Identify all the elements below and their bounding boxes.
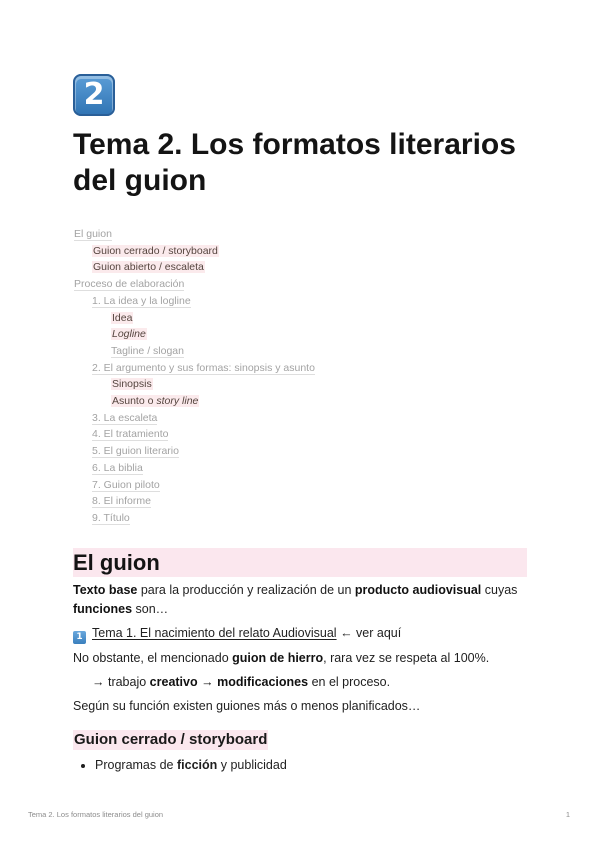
toc-item-informe[interactable] <box>73 493 533 510</box>
toc-item-sinopsis[interactable] <box>73 376 533 393</box>
toc-link-text-italic: story line <box>156 395 199 408</box>
toc-item-proceso[interactable] <box>73 276 533 293</box>
text: → trabajo <box>92 675 150 689</box>
toc-item-guion-cerrado[interactable] <box>73 243 533 260</box>
toc-item-idea[interactable] <box>73 310 533 327</box>
page-title: Tema 2. Los formatos literarios del guion <box>73 128 516 197</box>
toc-link[interactable]: 8. El informe <box>92 495 151 508</box>
toc-item-tagline[interactable] <box>73 343 533 360</box>
toc-link[interactable]: Sinopsis <box>112 378 152 391</box>
toc-link[interactable] <box>111 395 199 407</box>
paragraph-trabajo-creativo <box>73 673 552 692</box>
toc-link[interactable]: Guion cerrado / storyboard <box>93 244 218 257</box>
keycap-two-glyph: 2 <box>83 77 105 112</box>
bold-text: creativo <box>149 675 198 689</box>
toc-item-asunto[interactable] <box>73 393 533 410</box>
toc-item-logline[interactable] <box>73 326 533 343</box>
toc-item-escaleta[interactable] <box>73 410 533 427</box>
text: son… <box>132 602 169 616</box>
toc-item-biblia[interactable] <box>73 460 533 477</box>
toc-link[interactable]: 6. La biblia <box>92 461 143 474</box>
bold-text: → modificaciones <box>201 675 309 689</box>
toc-item-tratamiento[interactable] <box>73 426 533 443</box>
toc-link[interactable]: 1. La idea y la logline <box>92 294 191 307</box>
bold-text: Texto base <box>73 583 138 597</box>
text: cuyas <box>481 583 518 597</box>
toc-link[interactable]: Guion abierto / escaleta <box>93 261 204 274</box>
text: ← ver aquí <box>336 626 402 640</box>
keycap-one-icon: 1 <box>73 631 86 644</box>
text: en el proceso. <box>308 675 391 689</box>
toc-item-el-guion[interactable] <box>73 226 533 243</box>
list-item <box>73 756 287 775</box>
paragraph-guion-de-hierro <box>73 649 533 668</box>
text: , rara vez se respeta al 100%. <box>323 651 490 665</box>
toc-link[interactable]: Tagline / slogan <box>111 344 184 357</box>
toc-item-guion-abierto[interactable] <box>73 259 533 276</box>
keycap-two-icon <box>73 74 115 116</box>
toc-link[interactable]: Idea <box>112 311 133 324</box>
text: Programas de <box>95 758 177 772</box>
bold-text: funciones <box>73 602 133 616</box>
toc-item-idea-logline[interactable] <box>73 293 533 310</box>
toc-link[interactable]: 7. Guion piloto <box>92 478 160 491</box>
section-heading-el-guion: El guion <box>73 548 527 577</box>
text: y publicidad <box>217 758 287 772</box>
toc-item-guion-literario[interactable] <box>73 443 533 460</box>
bold-text: ficción <box>176 758 218 772</box>
paragraph-segun-su-funcion: Según su función existen guiones más o menos planificados… <box>73 699 421 713</box>
section-heading-guion-cerrado: Guion cerrado / storyboard <box>74 731 268 748</box>
toc-link[interactable]: 9. Título <box>92 511 130 524</box>
paragraph-link-tema-1 <box>73 624 533 644</box>
bold-text: producto audiovisual <box>354 583 482 597</box>
toc-link[interactable]: 4. El tratamiento <box>92 428 169 441</box>
tema-1-link[interactable]: Tema 1. El nacimiento del relato Audiovisual <box>92 626 337 640</box>
text: No obstante, el mencionado <box>73 651 233 665</box>
table-of-contents <box>73 226 533 527</box>
toc-item-guion-piloto[interactable] <box>73 477 533 494</box>
toc-link[interactable]: Logline <box>112 328 146 341</box>
text: para la producción y realización de un <box>137 583 355 597</box>
bold-text: guion de hierro <box>232 651 324 665</box>
toc-link[interactable]: 5. El guion literario <box>92 445 179 458</box>
toc-link[interactable]: 3. La escaleta <box>92 411 158 424</box>
footer-document-title: Tema 2. Los formatos literarios del guion <box>28 810 164 819</box>
toc-item-titulo[interactable] <box>73 510 533 527</box>
paragraph-texto-base <box>73 581 533 619</box>
footer-page-number: 1 <box>565 810 570 819</box>
toc-link[interactable]: El guion <box>74 228 112 240</box>
toc-link[interactable]: Proceso de elaboración <box>74 278 185 291</box>
toc-link[interactable]: 2. El argumento y sus formas: sinopsis y asunto <box>92 361 315 374</box>
toc-item-argumento[interactable] <box>73 360 533 377</box>
bullet-list <box>73 756 287 775</box>
toc-link-text: Asunto o <box>112 395 157 408</box>
